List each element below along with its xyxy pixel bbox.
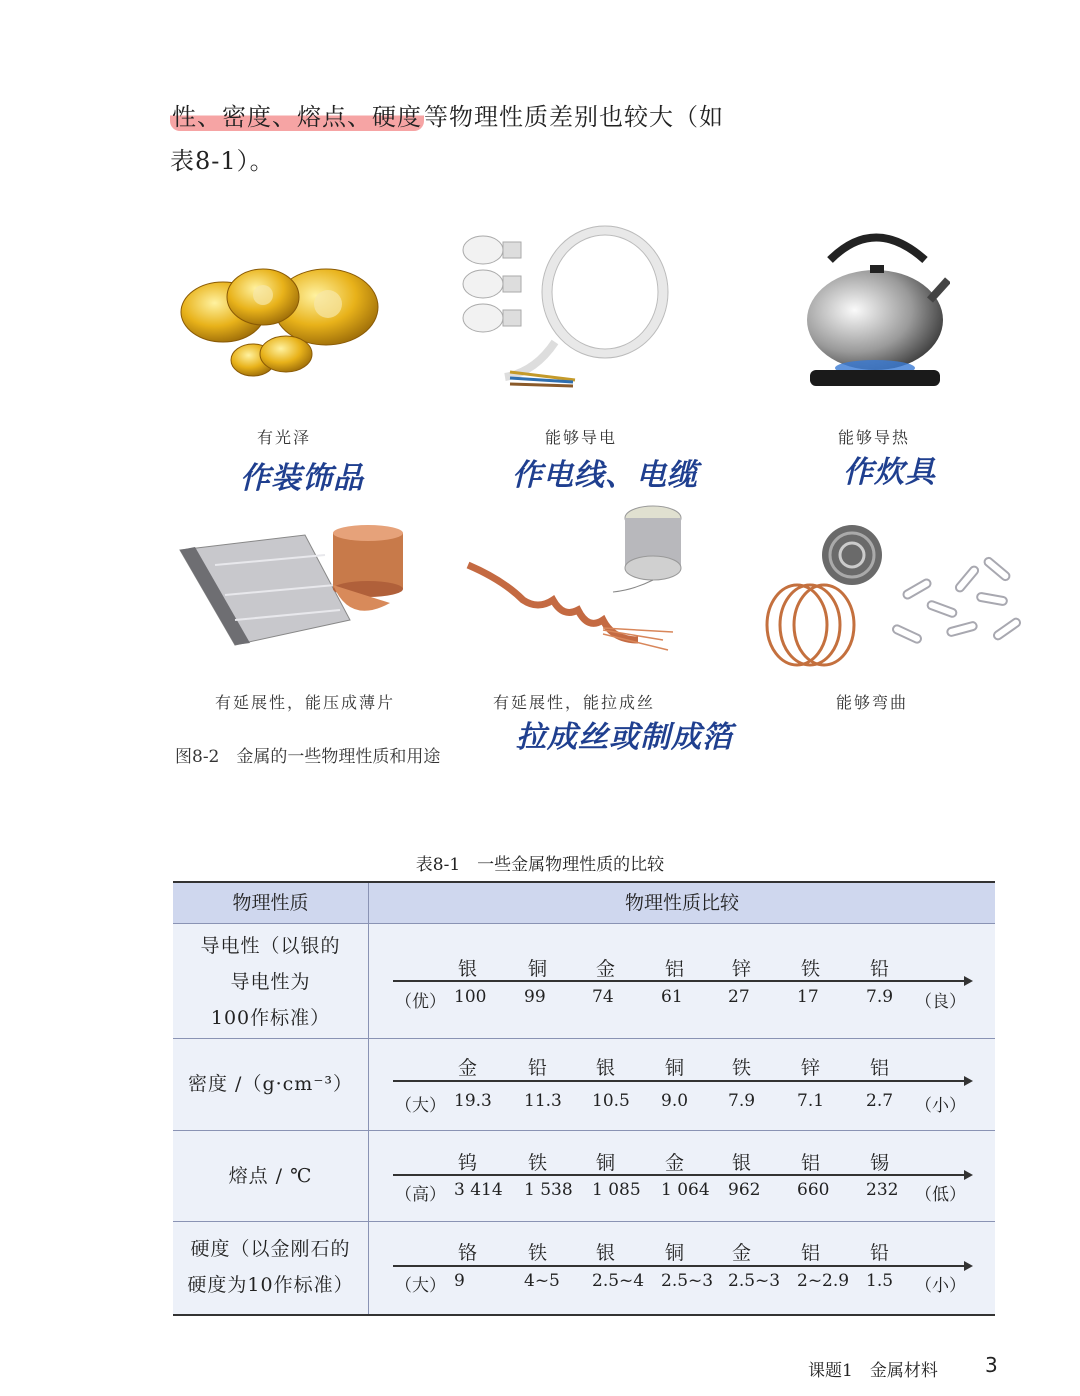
property-value: 11.3 bbox=[524, 1091, 562, 1111]
property-value: 17 bbox=[797, 987, 819, 1007]
caption-conductivity: 能够导电 bbox=[545, 428, 618, 447]
handwritten-note-wires: 作电线、电缆 bbox=[512, 458, 698, 493]
property-value: 27 bbox=[728, 987, 750, 1007]
metal-label: 钨 bbox=[458, 1152, 478, 1174]
scale-start-label: （大） bbox=[395, 1276, 446, 1296]
handwritten-note-cookware: 作炊具 bbox=[843, 455, 936, 490]
property-conductivity bbox=[173, 928, 368, 1036]
metal-label: 银 bbox=[596, 1242, 616, 1264]
caption-luster: 有光泽 bbox=[257, 428, 312, 447]
row-divider bbox=[173, 1221, 995, 1222]
property-value: 9 bbox=[454, 1271, 465, 1291]
property-value: 74 bbox=[592, 987, 614, 1007]
kettle-on-stove-image bbox=[800, 220, 950, 400]
metal-label: 银 bbox=[732, 1152, 752, 1174]
property-value: 1.5 bbox=[866, 1271, 894, 1291]
metal-label: 金 bbox=[458, 1057, 478, 1079]
property-value: 1 538 bbox=[524, 1180, 573, 1200]
property-value: 2.7 bbox=[866, 1091, 894, 1111]
header-property: 物理性质 bbox=[232, 892, 309, 914]
property-value: 2~2.9 bbox=[797, 1271, 850, 1291]
property-value: 2.5~4 bbox=[592, 1271, 645, 1291]
metal-label: 锌 bbox=[801, 1057, 821, 1079]
scale-start-label: （优） bbox=[395, 992, 446, 1012]
metal-foil-image bbox=[175, 525, 445, 660]
metal-label: 铜 bbox=[665, 1057, 685, 1079]
comparison-axis-density bbox=[393, 1080, 965, 1082]
property-value: 1 085 bbox=[592, 1180, 641, 1200]
scale-end-label: （小） bbox=[915, 1096, 966, 1116]
metal-label: 铬 bbox=[458, 1242, 478, 1264]
scale-end-label: （小） bbox=[915, 1276, 966, 1296]
metal-label: 银 bbox=[458, 958, 478, 980]
property-value: 1 064 bbox=[661, 1180, 710, 1200]
property-line: 导电性（以银的 bbox=[200, 935, 341, 957]
property-line: 导电性为 bbox=[230, 971, 311, 993]
property-value: 100 bbox=[454, 987, 487, 1007]
comparison-axis-hardness bbox=[393, 1265, 965, 1267]
scale-start-label: （大） bbox=[395, 1096, 446, 1116]
metal-label: 铝 bbox=[801, 1152, 821, 1174]
property-melting-point bbox=[173, 1158, 368, 1194]
property-value: 7.9 bbox=[728, 1091, 756, 1111]
scale-end-label: （低） bbox=[915, 1185, 966, 1205]
property-value: 2.5~3 bbox=[728, 1271, 781, 1291]
property-value: 61 bbox=[661, 987, 683, 1007]
metal-label: 金 bbox=[665, 1152, 685, 1174]
bulbs-and-cable-image bbox=[455, 222, 675, 392]
intro-text: 等物理性质差别也较大（如 bbox=[424, 103, 724, 131]
property-value: 7.1 bbox=[797, 1091, 825, 1111]
metal-label: 锌 bbox=[732, 958, 752, 980]
metal-label: 银 bbox=[596, 1057, 616, 1079]
property-hardness bbox=[173, 1231, 368, 1303]
intro-paragraph bbox=[170, 95, 724, 183]
copper-and-solder-wire-image bbox=[463, 500, 698, 675]
property-line: 100作标准） bbox=[210, 1007, 331, 1029]
property-value: 3 414 bbox=[454, 1180, 503, 1200]
caption-malleability: 有延展性，能压成薄片 bbox=[215, 693, 396, 712]
metal-label: 铁 bbox=[528, 1152, 548, 1174]
metal-label: 铅 bbox=[870, 1242, 890, 1264]
caption-bendable: 能够弯曲 bbox=[836, 693, 909, 712]
intro-line-1 bbox=[170, 95, 724, 139]
table-caption: 表8-1 一些金属物理性质的比较 bbox=[415, 855, 665, 875]
property-line: 熔点 / ℃ bbox=[228, 1165, 313, 1187]
chapter-title: 课题1 金属材料 bbox=[808, 1361, 938, 1381]
property-value: 9.0 bbox=[661, 1091, 689, 1111]
property-value: 660 bbox=[797, 1180, 830, 1200]
caption-heat-conduction: 能够导热 bbox=[838, 428, 911, 447]
handwritten-note-decoration: 作装饰品 bbox=[240, 461, 364, 496]
property-line: 密度 /（g·cm⁻³） bbox=[188, 1073, 353, 1095]
property-line: 硬度为10作标准） bbox=[187, 1274, 354, 1296]
metal-label: 铁 bbox=[528, 1242, 548, 1264]
row-divider bbox=[173, 1038, 995, 1039]
metal-label: 锡 bbox=[870, 1152, 890, 1174]
metal-label: 铜 bbox=[665, 1242, 685, 1264]
gold-coins-image bbox=[178, 262, 388, 382]
metal-label: 铁 bbox=[732, 1057, 752, 1079]
metal-label: 金 bbox=[732, 1242, 752, 1264]
scale-end-label: （良） bbox=[915, 992, 966, 1012]
metal-label: 铝 bbox=[665, 958, 685, 980]
property-value: 10.5 bbox=[592, 1091, 630, 1111]
property-line: 硬度（以金刚石的 bbox=[190, 1238, 351, 1260]
figure-caption: 图8-2 金属的一些物理性质和用途 bbox=[175, 747, 441, 767]
property-value: 99 bbox=[524, 987, 546, 1007]
intro-line-2: 表8-1）。 bbox=[170, 147, 275, 175]
highlighted-text: 性、密度、熔点、硬度 bbox=[172, 103, 422, 131]
metal-label: 铜 bbox=[528, 958, 548, 980]
caption-ductility: 有延展性，能拉成丝 bbox=[493, 693, 656, 712]
handwritten-note-wire-foil: 拉成丝或制成箔 bbox=[516, 720, 733, 755]
property-value: 7.9 bbox=[866, 987, 894, 1007]
metal-label: 铜 bbox=[596, 1152, 616, 1174]
metal-label: 铁 bbox=[801, 958, 821, 980]
property-value: 2.5~3 bbox=[661, 1271, 714, 1291]
metal-label: 铅 bbox=[870, 958, 890, 980]
property-value: 232 bbox=[866, 1180, 899, 1200]
header-comparison: 物理性质比较 bbox=[624, 892, 739, 914]
metal-label: 金 bbox=[596, 958, 616, 980]
property-value: 19.3 bbox=[454, 1091, 492, 1111]
row-divider bbox=[173, 1130, 995, 1131]
column-divider bbox=[368, 883, 369, 1314]
page-number: 3 bbox=[985, 1353, 998, 1377]
scale-start-label: （高） bbox=[395, 1185, 446, 1205]
property-value: 962 bbox=[728, 1180, 761, 1200]
property-value: 4~5 bbox=[524, 1271, 560, 1291]
metal-label: 铝 bbox=[870, 1057, 890, 1079]
metal-label: 铅 bbox=[528, 1057, 548, 1079]
metal-label: 铝 bbox=[801, 1242, 821, 1264]
steel-wool-and-paperclips-image bbox=[752, 525, 1027, 670]
property-density bbox=[173, 1066, 368, 1102]
